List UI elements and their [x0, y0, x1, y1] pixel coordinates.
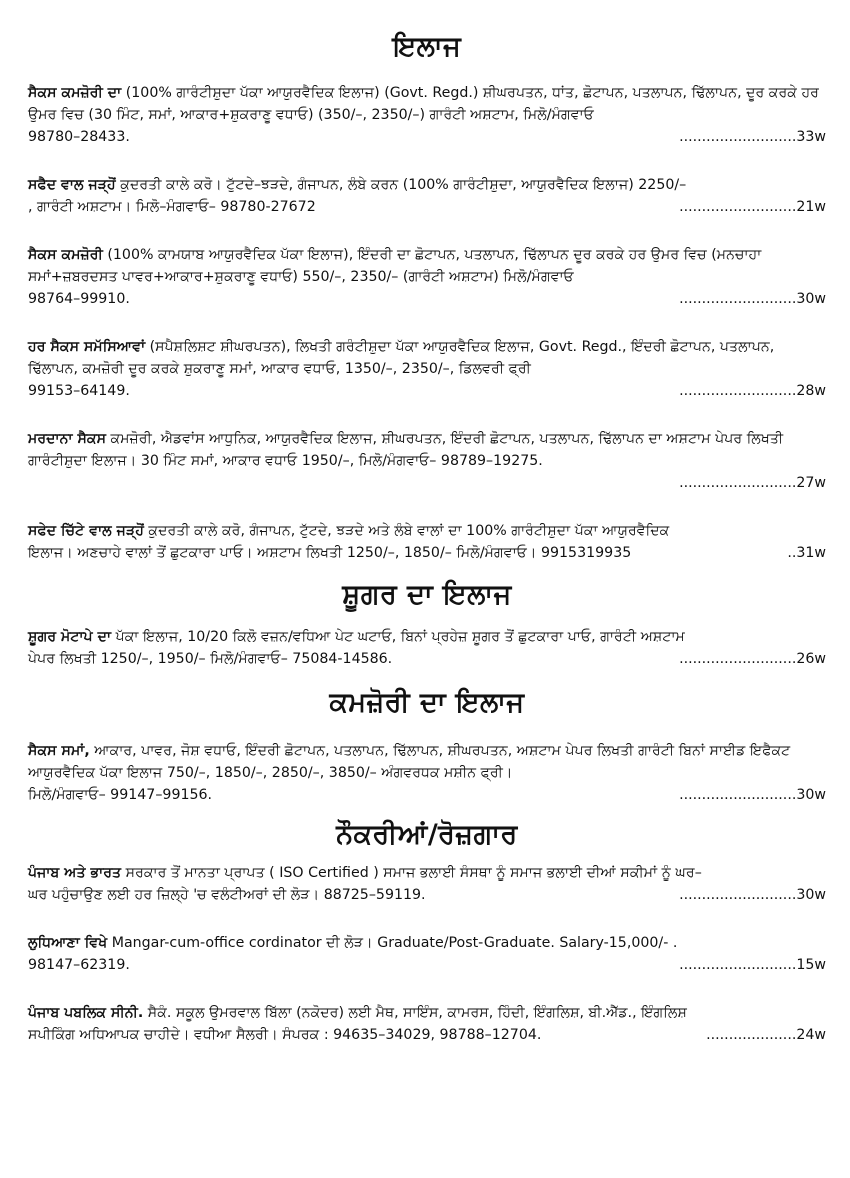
ad-lead: ਸੈਕਸ ਕਮਜ਼ੋਰੀ	[28, 247, 103, 263]
ad-lead: ਸਫੇਦ ਚਿੱਟੇ ਵਾਲ ਜੜ੍ਹੋਂ	[28, 523, 144, 539]
ad-lead: ਲੁਧਿਆਣਾ ਵਿਖੇ	[28, 935, 108, 951]
classified-ad	[28, 740, 826, 806]
ad-body: (ਸਪੈਸ਼ਲਿਸ਼ਟ ਸ਼ੀਘਰਪਤਨ), ਲਿਖਤੀ ਗਰੰਟੀਸ਼ੁਦਾ ਪੱਕਾ ਆਯੁਰਵੈਦਿਕ ਇਲਾਜ, Govt. Regd., ਇੰਦਰੀ ਛੋਟਾਪਨ, ਪਤਲਾਪਨ, ਢਿੱਲਾਪਨ, ਕਮਜ਼ੋਰੀ ਦੂਰ ਕਰਕੇ ਸ਼ੁਕਰਾਣੂ ਸਮਾਂ, ਆਕਾਰ ਵਧਾਓ, 1350/–, 2350/–, ਡਿਲਵਰੀ ਫ੍ਰੀ	[28, 339, 775, 377]
ad-body: ਸੈਕੰ. ਸਕੂਲ ਉਮਰਵਾਲ ਬਿੱਲਾ (ਨਕੋਦਰ) ਲਈ ਮੈਥ, ਸਾਇੰਸ, ਕਾਮਰਸ, ਹਿੰਦੀ, ਇੰਗਲਿਸ਼, ਬੀ.ਐੱਡ., ਇੰਗਲਿਸ਼	[143, 1005, 687, 1021]
ad-body: ਸਰਕਾਰ ਤੋਂ ਮਾਨਤਾ ਪ੍ਰਾਪਤ ( ISO Certified ) ਸਮਾਜ ਭਲਾਈ ਸੰਸਥਾ ਨੂੰ ਸਮਾਜ ਭਲਾਈ ਦੀਆਂ ਸਕੀਮਾਂ ਨੂੰ ਘਰ–	[121, 865, 702, 881]
ad-ref: ..........................30w	[679, 887, 826, 903]
classified-ad	[28, 520, 826, 564]
classified-ad	[28, 862, 826, 906]
ad-lead: ਹਰ ਸੈਕਸ ਸਮੱਸਿਆਵਾਂ	[28, 339, 146, 355]
ad-body: ਕੁਦਰਤੀ ਕਾਲੇ ਕਰੋ, ਗੰਜਾਪਨ, ਟੁੱਟਦੇ, ਝੜਦੇ ਅਤੇ ਲੰਬੇ ਵਾਲਾਂ ਦਾ 100% ਗਾਰੰਟੀਸ਼ੁਦਾ ਪੱਕਾ ਆਯੁਰਵੈਦਿਕ	[143, 523, 670, 539]
ad-body: ਕਮਜ਼ੋਰੀ, ਐਡਵਾਂਸ ਆਧੁਨਿਕ, ਆਯੁਰਵੈਦਿਕ ਇਲਾਜ, ਸ਼ੀਘਰਪਤਨ, ਇੰਦਰੀ ਛੋਟਾਪਨ, ਪਤਲਾਪਨ, ਢਿੱਲਾਪਨ ਦਾ ਅਸ਼ਟਾਮ ਪੇਪਰ ਲਿਖਤੀ ਗਾਰੰਟੀਸ਼ੁਦਾ ਇਲਾਜ। 30 ਮਿੰਟ ਸਮਾਂ, ਆਕਾਰ ਵਧਾਓ 1950/–, ਮਿਲੋ/ਮੰਗਵਾਓ– 98789–19275.	[28, 431, 784, 469]
ad-contact: 98764–99910.	[28, 291, 130, 307]
ad-contact: ਘਰ ਪਹੁੰਚਾਉਣ ਲਈ ਹਰ ਜ਼ਿਲ੍ਹੇ 'ਚ ਵਲੰਟੀਅਰਾਂ ਦੀ ਲੋੜ। 88725–59119.	[28, 887, 426, 903]
classified-ad	[28, 932, 826, 976]
ad-contact: ਇਲਾਜ। ਅਣਚਾਹੇ ਵਾਲਾਂ ਤੋਂ ਛੁਟਕਾਰਾ ਪਾਓ। ਅਸ਼ਟਾਮ ਲਿਖਤੀ 1250/–, 1850/– ਮਿਲੋ/ਮੰਗਵਾਓ। 9915319935	[28, 545, 632, 561]
ad-contact: ਸਪੀਕਿੰਗ ਅਧਿਆਪਕ ਚਾਹੀਦੇ। ਵਧੀਆ ਸੈਲਰੀ। ਸੰਪਰਕ : 94635–34029, 98788–12704.	[28, 1027, 542, 1043]
ad-contact: 98147–62319.	[28, 957, 130, 973]
ad-body: Mangar-cum-office cordinator ਦੀ ਲੋੜ। Graduate/Post-Graduate. Salary-15,000/- .	[107, 935, 678, 951]
ad-body: ਪੱਕਾ ਇਲਾਜ, 10/20 ਕਿਲੋ ਵਜ਼ਨ/ਵਧਿਆ ਪੇਟ ਘਟਾਓ, ਬਿਨਾਂ ਪ੍ਰਹੇਜ਼ ਸ਼ੂਗਰ ਤੋਂ ਛੁਟਕਾਰਾ ਪਾਓ, ਗਾਰੰਟੀ ਅਸ਼ਟਾਮ	[111, 629, 685, 645]
ad-lead: ਸੈਕਸ ਸਮਾਂ,	[28, 743, 90, 759]
ad-ref: ..........................27w	[679, 475, 826, 491]
ad-ref: ..........................33w	[679, 129, 826, 145]
ad-ref: ..31w	[787, 545, 826, 561]
ad-lead: ਪੰਜਾਬ ਪਬਲਿਕ ਸੀਨੀ.	[28, 1005, 144, 1021]
section-title-weakness: ਕਮਜ਼ੋਰੀ ਦਾ ਇਲਾਜ	[329, 687, 525, 718]
classified-ad	[28, 1002, 826, 1046]
section-title-diabetes: ਸ਼ੂਗਰ ਦਾ ਇਲਾਜ	[342, 579, 512, 610]
classified-ad	[28, 174, 826, 218]
ad-body: ਆਕਾਰ, ਪਾਵਰ, ਜੋਸ਼ ਵਧਾਓ, ਇੰਦਰੀ ਛੋਟਾਪਨ, ਪਤਲਾਪਨ, ਢਿੱਲਾਪਨ, ਸ਼ੀਘਰਪਤਨ, ਅਸ਼ਟਾਮ ਪੇਪਰ ਲਿਖਤੀ ਗਾਰੰਟੀ ਬਿਨਾਂ ਸਾਈਡ ਇਫੈਕਟ ਆਯੁਰਵੈਦਿਕ ਪੱਕਾ ਇਲਾਜ 750/–, 1850/–, 2850/–, 3850/– ਅੰਗਵਰਧਕ ਮਸ਼ੀਨ ਫ੍ਰੀ।	[28, 743, 791, 781]
ad-ref: ..........................28w	[679, 383, 826, 399]
ad-lead: ਪੰਜਾਬ ਅਤੇ ਭਾਰਤ	[28, 865, 122, 881]
classified-ad	[28, 82, 826, 148]
ad-ref: ..........................15w	[679, 957, 826, 973]
ad-body: ਕੁਦਰਤੀ ਕਾਲੇ ਕਰੋ। ਟੁੱਟਦੇ–ਝੜਦੇ, ਗੰਜਾਪਨ, ਲੰਬੇ ਕਰਨ (100% ਗਾਰੰਟੀਸ਼ੁਦਾ, ਆਯੁਰਵੈਦਿਕ ਇਲਾਜ) 2250/–	[115, 177, 687, 193]
ad-ref: ..........................21w	[679, 199, 826, 215]
classified-ad	[28, 626, 826, 670]
ad-lead: ਸ਼ੂਗਰ ਮੋਟਾਪੇ ਦਾ	[28, 629, 112, 645]
ad-contact: , ਗਾਰੰਟੀ ਅਸ਼ਟਾਮ। ਮਿਲੋ–ਮੰਗਵਾਓ– 98780-27672	[28, 199, 316, 215]
classified-ad	[28, 428, 826, 494]
ad-contact: 98780–28433.	[28, 129, 130, 145]
ad-body: (100% ਕਾਮਯਾਬ ਆਯੁਰਵੈਦਿਕ ਪੱਕਾ ਇਲਾਜ), ਇੰਦਰੀ ਦਾ ਛੋਟਾਪਨ, ਪਤਲਾਪਨ, ਢਿੱਲਾਪਨ ਦੂਰ ਕਰਕੇ ਹਰ ਉਮਰ ਵਿਚ (ਮਨਚਾਹਾ ਸਮਾਂ+ਜ਼ਬਰਦਸਤ ਪਾਵਰ+ਆਕਾਰ+ਸ਼ੁਕਰਾਣੂ ਵਧਾਓ) 550/–, 2350/– (ਗਾਰੰਟੀ ਅਸ਼ਟਾਮ) ਮਿਲੋ/ਮੰਗਵਾਓ	[28, 247, 762, 285]
ad-ref: ..........................26w	[679, 651, 826, 667]
section-title-jobs: ਨੌਕਰੀਆਂ/ਰੋਜ਼ਗਾਰ	[336, 819, 518, 850]
ad-contact: ਪੇਪਰ ਲਿਖਤੀ 1250/–, 1950/– ਮਿਲੋ/ਮੰਗਵਾਓ– 75084-14586.	[28, 651, 393, 667]
ad-body: (100% ਗਾਰੰਟੀਸ਼ੁਦਾ ਪੱਕਾ ਆਯੁਰਵੈਦਿਕ ਇਲਾਜ) (Govt. Regd.) ਸ਼ੀਘਰਪਤਨ, ਧਾਂਤ, ਛੋਟਾਪਨ, ਪਤਲਾਪਨ, ਢਿੱਲਾਪਨ, ਦੂਰ ਕਰਕੇ ਹਰ ਉਮਰ ਵਿਚ (30 ਮਿੰਟ, ਸਮਾਂ, ਆਕਾਰ+ਸ਼ੁਕਰਾਣੂ ਵਧਾਓ) (350/–, 2350/–) ਗਾਰੰਟੀ ਅਸ਼ਟਾਮ, ਮਿਲੋ/ਮੰਗਵਾਓ	[28, 85, 819, 123]
ad-lead: ਸੈਕਸ ਕਮਜ਼ੋਰੀ ਦਾ	[28, 85, 122, 101]
classified-ad	[28, 244, 826, 310]
ad-contact: ਮਿਲੋ/ਮੰਗਵਾਓ– 99147–99156.	[28, 787, 213, 803]
ad-contact: 99153–64149.	[28, 383, 130, 399]
ad-ref: ..........................30w	[679, 787, 826, 803]
ad-ref: ....................24w	[706, 1027, 826, 1043]
section-title-treatment: ਇਲਾਜ	[392, 31, 462, 62]
classified-ad	[28, 336, 826, 402]
ad-ref: ..........................30w	[679, 291, 826, 307]
ad-lead: ਮਰਦਾਨਾ ਸੈਕਸ	[28, 431, 107, 447]
ad-lead: ਸਫੈਦ ਵਾਲ ਜੜ੍ਹੋਂ	[28, 177, 116, 193]
